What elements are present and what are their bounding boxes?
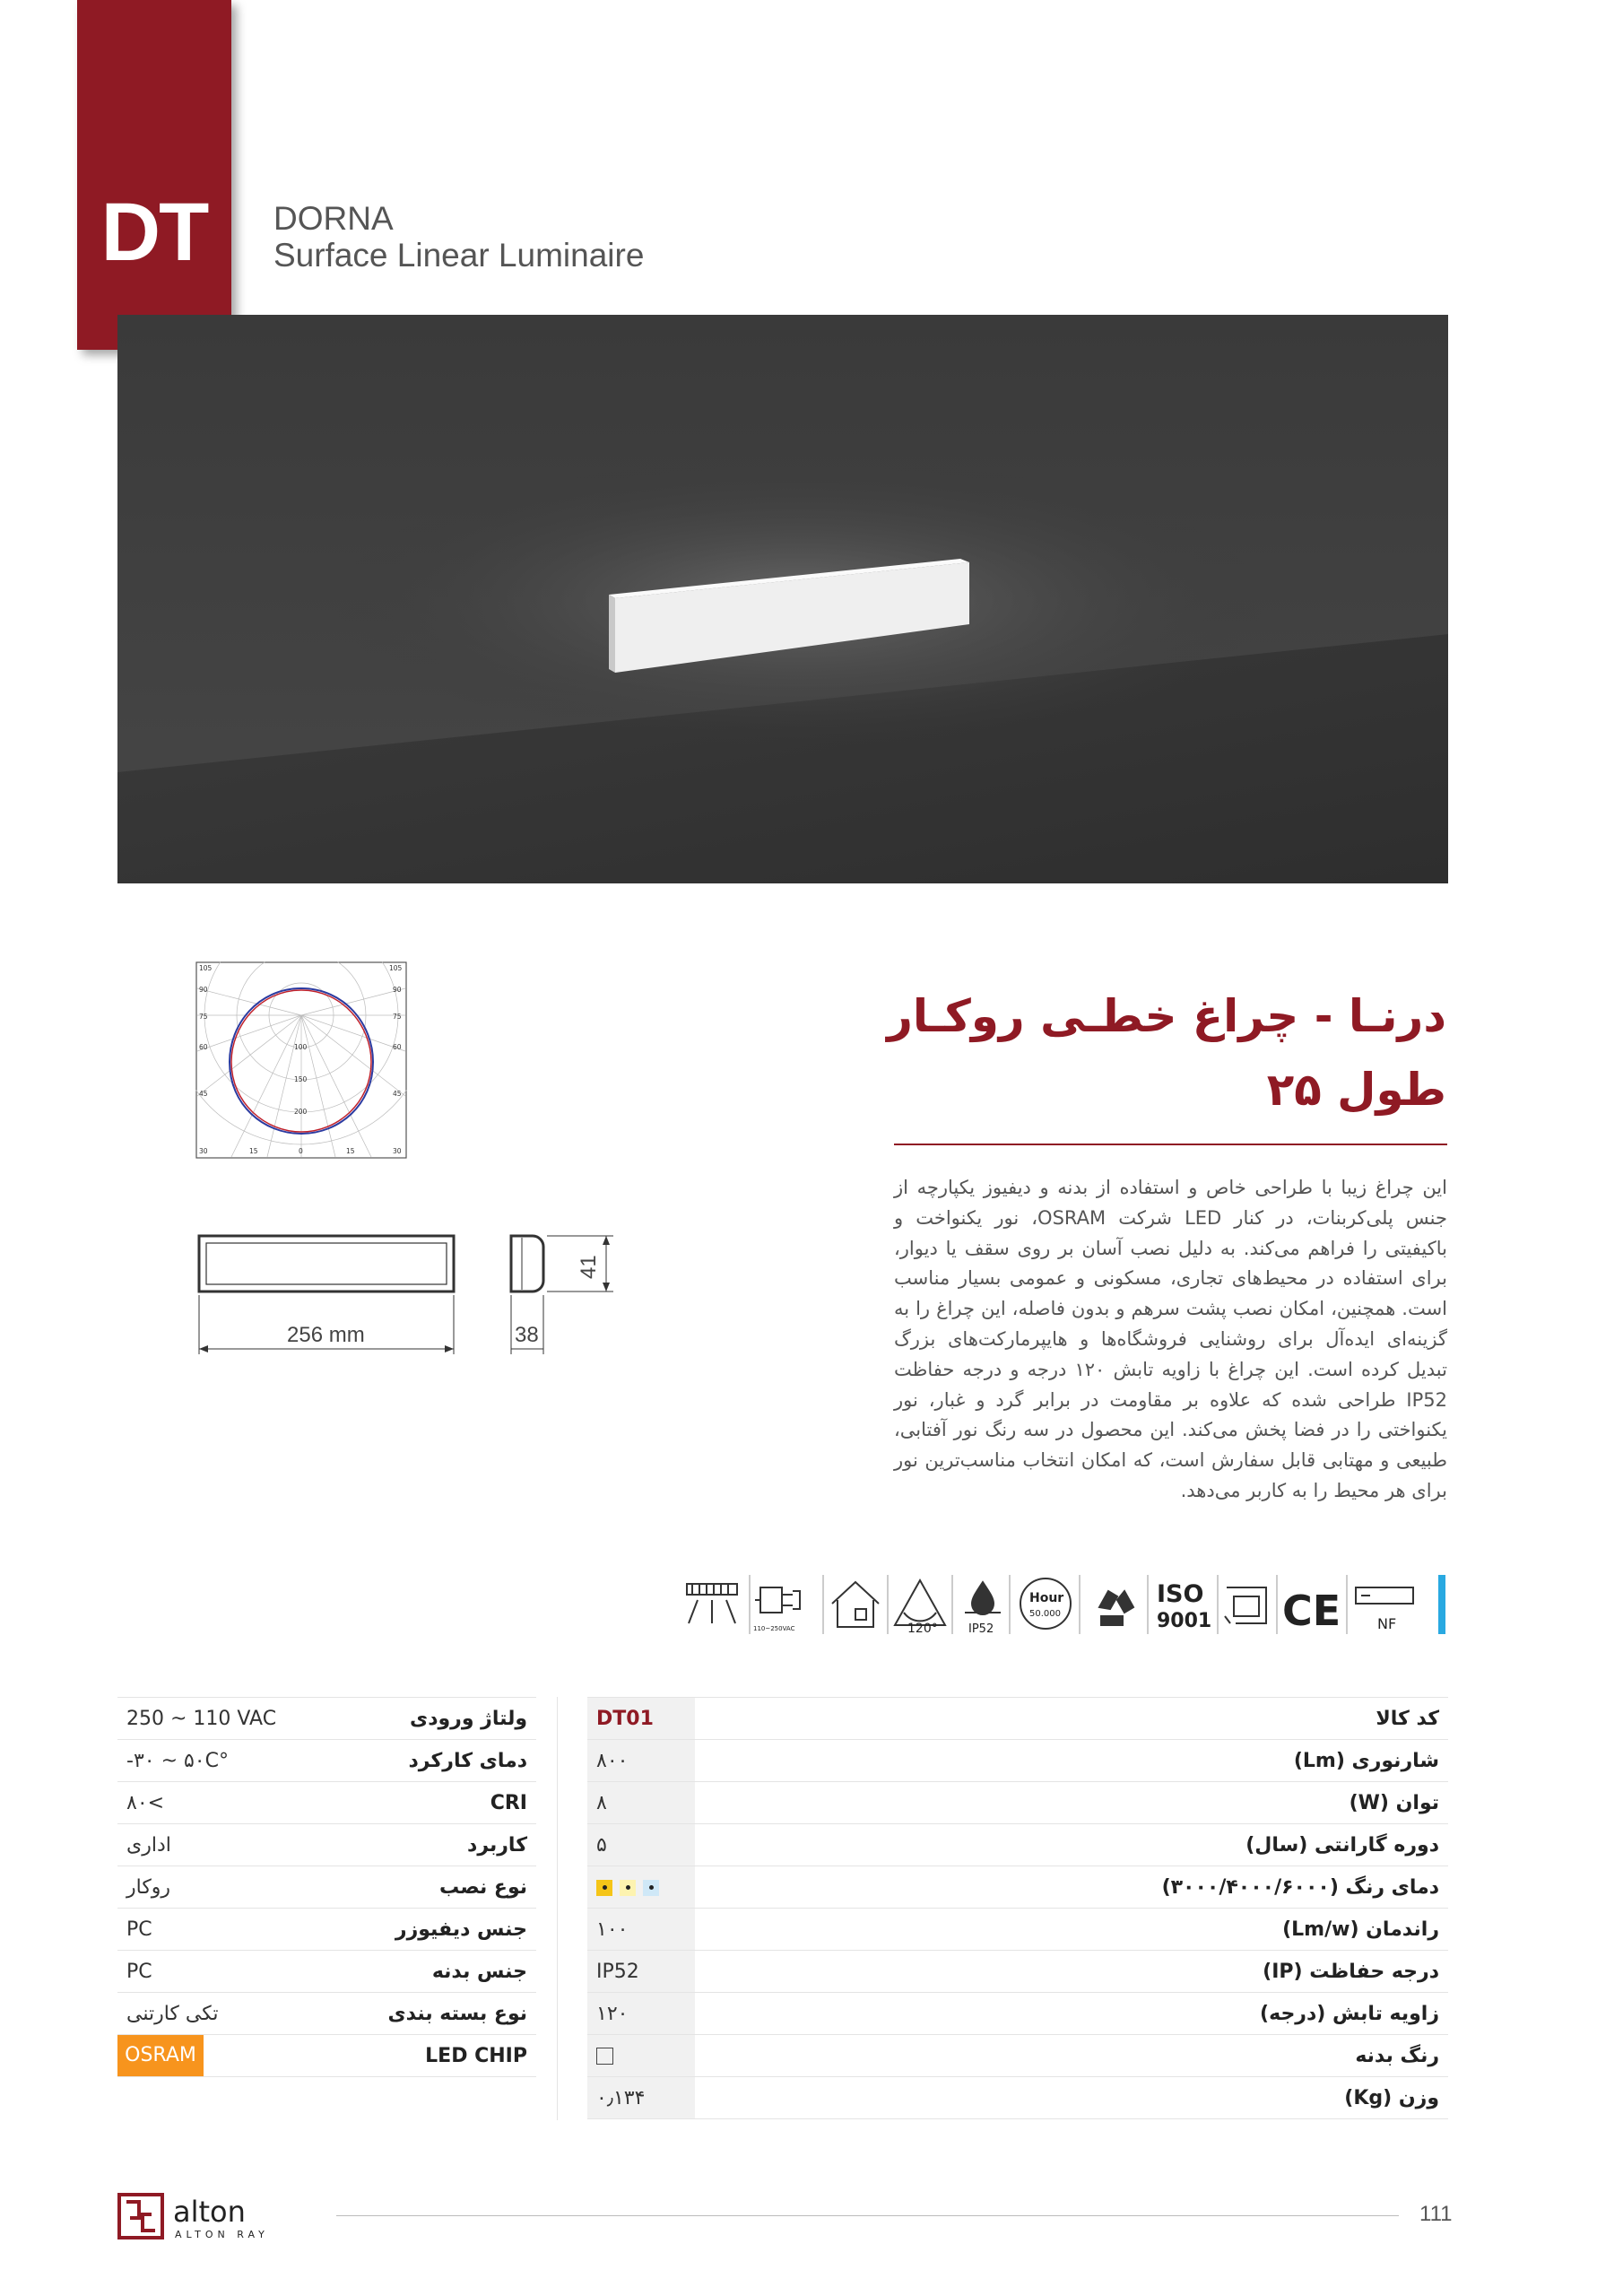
- spec-value-code: DT01: [587, 1698, 695, 1740]
- polar-label-bottom-center: 0: [299, 1147, 303, 1155]
- table-divider: [557, 1697, 558, 2120]
- spec-label: دمای رنگ (۳۰۰۰/۴۰۰۰/۶۰۰۰): [695, 1866, 1448, 1909]
- product-title-line1: درنـا - چراغ خطـی روکـار: [887, 990, 1446, 1042]
- spec-label: جنس بدنه: [312, 1951, 536, 1993]
- spec-label: نوع نصب: [312, 1866, 536, 1909]
- table-row: [587, 1824, 1448, 1866]
- table-row: [587, 1698, 1448, 1740]
- polar-label-left-45: 45: [199, 1090, 208, 1098]
- polar-label-left-60: 60: [199, 1043, 208, 1051]
- white-swatch: [596, 2048, 613, 2065]
- spec-value: ۱۲۰: [587, 1993, 695, 2035]
- accent-bar: [1438, 1575, 1445, 1634]
- polar-label-left-75: 75: [199, 1013, 208, 1021]
- beam-angle-text: 120°: [907, 1622, 938, 1636]
- nf-icon: [1356, 1587, 1413, 1604]
- spec-value: PC: [117, 1951, 312, 1993]
- footer-divider: [336, 2215, 1399, 2216]
- beam-angle-icon: [895, 1580, 945, 1625]
- polar-radial-150: 150: [294, 1075, 308, 1083]
- spec-label: CRI: [312, 1782, 536, 1824]
- table-row: [117, 1782, 536, 1824]
- dimension-depth: 38: [515, 1323, 539, 1347]
- table-row: [117, 1698, 536, 1740]
- spec-label: LED CHIP: [312, 2035, 536, 2077]
- table-row: [587, 1909, 1448, 1951]
- spec-label: نوع بسته بندی: [312, 1993, 536, 2035]
- ip-rating-text: IP52: [968, 1622, 994, 1636]
- color-temp-warm: [596, 1880, 612, 1896]
- polar-label-bottom-left: 15: [249, 1147, 258, 1155]
- spec-label: کد کالا: [695, 1698, 1448, 1740]
- table-row: [117, 1824, 536, 1866]
- color-temp-cool: [643, 1880, 659, 1896]
- spec-label: کاربرد: [312, 1824, 536, 1866]
- polar-label-right-75: 75: [393, 1013, 402, 1021]
- spec-value: اداری: [117, 1824, 312, 1866]
- iso-text: ISO: [1157, 1580, 1204, 1608]
- section-tab: [77, 0, 231, 350]
- linear-light-icon: [687, 1584, 737, 1623]
- spec-value: 250 ~ 110 VAC: [117, 1698, 312, 1740]
- polar-radial-200: 200: [294, 1108, 308, 1116]
- table-row: [587, 2035, 1448, 2077]
- standard-mark-icon: [1225, 1587, 1266, 1623]
- table-row: [117, 1866, 536, 1909]
- spec-value: ۸۰<: [117, 1782, 312, 1824]
- product-subtitle: Surface Linear Luminaire: [273, 237, 645, 274]
- ip-rating-icon: [965, 1582, 1001, 1614]
- dimension-drawing: [188, 1220, 619, 1363]
- spec-value: روکار: [117, 1866, 312, 1909]
- nf-text: NF: [1377, 1615, 1397, 1632]
- section-code: DT: [100, 187, 208, 278]
- driver-icon: [755, 1587, 800, 1613]
- title-divider: [894, 1144, 1447, 1145]
- product-title-line2: طول ۲۵: [1266, 1064, 1446, 1116]
- polar-label-left-30: 30: [199, 1147, 208, 1155]
- polar-label-bottom-right: 15: [346, 1147, 355, 1155]
- table-row: [587, 1993, 1448, 2035]
- driver-voltage-text: 110~250VAC: [753, 1625, 795, 1632]
- spec-label: دمای کارکرد: [312, 1740, 536, 1782]
- table-row: [587, 2077, 1448, 2119]
- product-title: [819, 979, 1446, 1126]
- polar-label-top-left: 105: [199, 964, 213, 972]
- table-row: [117, 1909, 536, 1951]
- spec-value: ۸۰۰: [587, 1740, 695, 1782]
- product-description: این چراغ زیبا با طراحی خاص و استفاده از بدنه و دیفیوز یکپارچه از جنس پلی‌کربنات، در کنار LED شرکت OSRAM، نور یکنواخت و باکیفیتی را فراهم می‌کند. به دلیل نصب آسان بر روی سقف یا دیوار، برای استفاده در محیط‌های تجاری، مسکونی و عمومی بسیار مناسب است. همچنین، امکان نصب پشت سرهم و بدون فاصله، این چراغ را به گزینه‌ای ایده‌آل برای روشنایی فروشگاه‌ها و هایپرمارکت‌های بزرگ تبدیل کرده است. این چراغ با زاویه تابش ۱۲۰ درجه و درجه حفاظت IP52 طراحی شده که علاوه بر مقاومت در برابر گرد و غبار، نور یکنواختی را در فضا پخش می‌کند. این محصول در سه رنگ نور آفتابی، طبیعی و مهتابی قابل سفارش است، که امکان انتخاب مناسب‌ترین نور برای هر محیط را به کاربر می‌دهد.: [894, 1177, 1448, 1501]
- dimension-height: 41: [577, 1255, 601, 1279]
- page-number: 111: [1419, 2202, 1453, 2226]
- polar-label-right-45: 45: [393, 1090, 402, 1098]
- spec-value: PC: [117, 1909, 312, 1951]
- spec-label: راندمان (Lm/w): [695, 1909, 1448, 1951]
- spec-label: وزن (Kg): [695, 2077, 1448, 2119]
- spec-value: ۱۰۰: [587, 1909, 695, 1951]
- spec-label: شارنوری (Lm): [695, 1740, 1448, 1782]
- recycle-icon: [1099, 1591, 1133, 1625]
- color-temp-neutral: [620, 1880, 636, 1896]
- polar-label-top-right: 105: [389, 964, 403, 972]
- polar-label-right-30: 30: [393, 1147, 402, 1155]
- polar-label-right-60: 60: [393, 1043, 402, 1051]
- table-row: [117, 1993, 536, 2035]
- table-row: [587, 1740, 1448, 1782]
- table-row: [587, 1866, 1448, 1909]
- indoor-icon: [832, 1582, 879, 1627]
- table-row: [117, 2035, 536, 2077]
- spec-label: دوره گارانتی (سال): [695, 1824, 1448, 1866]
- spec-label: درجه حفاظت (IP): [695, 1951, 1448, 1993]
- spec-table-secondary: [117, 1697, 536, 2077]
- iso-number: 9001: [1157, 1610, 1212, 1632]
- polar-label-right-90: 90: [393, 986, 402, 994]
- spec-value: ۰٫۱۳۴: [587, 2077, 695, 2119]
- polar-label-left-90: 90: [199, 986, 208, 994]
- hour-label: Hour: [1029, 1591, 1064, 1605]
- spec-value: -۳۰ ~ ۵۰C°: [117, 1740, 312, 1782]
- table-row: [117, 1951, 536, 1993]
- product-brand-name: DORNA: [273, 200, 394, 237]
- spec-label: رنگ بدنه: [695, 2035, 1448, 2077]
- spec-value: ۸: [587, 1782, 695, 1824]
- body-color-swatch: [587, 2035, 695, 2077]
- spec-value: ۵: [587, 1824, 695, 1866]
- spec-value: تکی کارتنی: [117, 1993, 312, 2035]
- table-row: [587, 1782, 1448, 1824]
- spec-label: ولتاژ ورودی: [312, 1698, 536, 1740]
- spec-label: توان (W): [695, 1782, 1448, 1824]
- polar-radial-100: 100: [294, 1043, 308, 1051]
- table-row: [117, 1740, 536, 1782]
- spec-value: IP52: [587, 1951, 695, 1993]
- spec-label: زاویه تابش (درجه): [695, 1993, 1448, 2035]
- hours-value: 50.000: [1029, 1609, 1061, 1619]
- table-row: [587, 1951, 1448, 1993]
- color-temperature-swatches: [587, 1866, 695, 1909]
- logo-subtitle: ALTON RAY: [175, 2229, 269, 2240]
- feature-icons-row: [680, 1571, 1451, 1638]
- spec-label: جنس دیفیوزر: [312, 1909, 536, 1951]
- dimension-length: 256 mm: [287, 1323, 365, 1347]
- product-hero-image: [117, 315, 1448, 883]
- led-chip-cell: [117, 2035, 312, 2077]
- spec-table-primary: [587, 1697, 1448, 2119]
- logo-wordmark: alton: [173, 2195, 246, 2229]
- hero-scene: [117, 315, 1448, 883]
- ce-icon: CE: [1282, 1587, 1341, 1635]
- osram-badge: OSRAM: [117, 2035, 204, 2076]
- footer-logo: [117, 2189, 315, 2243]
- photometric-polar-diagram: [195, 961, 407, 1159]
